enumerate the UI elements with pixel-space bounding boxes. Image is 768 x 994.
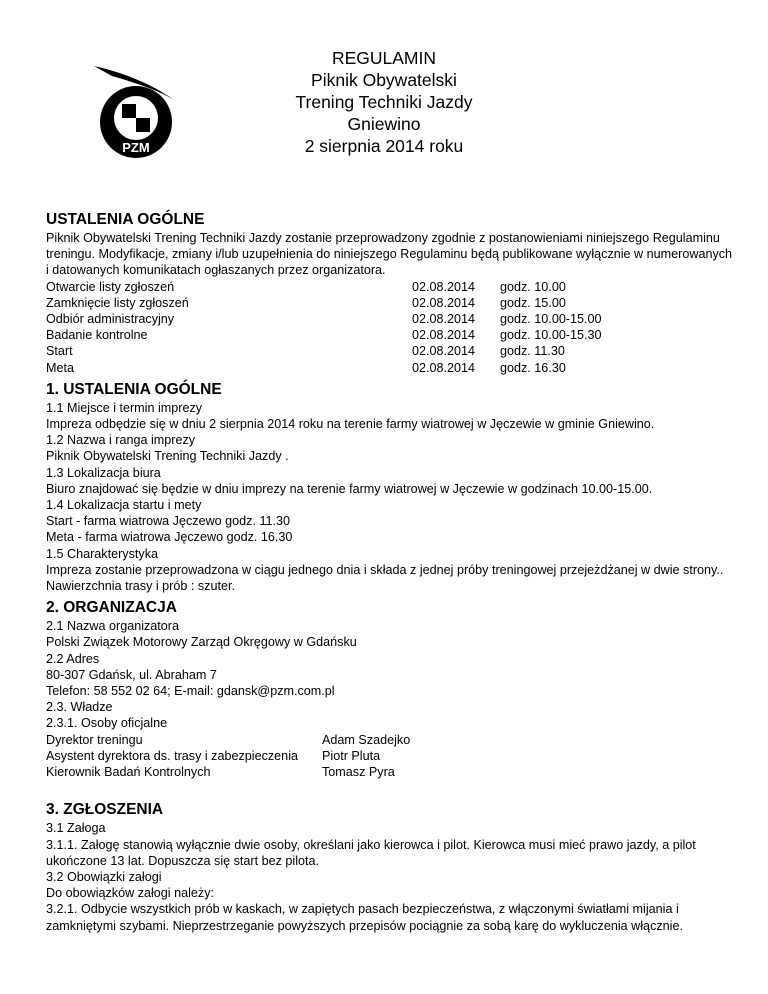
section-2-line: 2.1 Nazwa organizatora [46, 619, 180, 634]
official-name: Piotr Pluta [322, 748, 381, 763]
section-2-line: Polski Związek Motorowy Zarząd Okręgowy w Gdańsku [46, 635, 357, 650]
logo-text: PZM [122, 140, 150, 155]
schedule-label: Badanie kontrolne [46, 328, 148, 343]
section-2-line: 2.3.1. Osoby oficjalne [46, 716, 168, 731]
schedule-table [46, 279, 736, 376]
schedule-time: godz. 15.00 [500, 295, 566, 310]
schedule-label: Zamknięcie listy zgłoszeń [46, 295, 189, 310]
section-1-line: Piknik Obywatelski Trening Techniki Jazdy . [46, 449, 289, 464]
section-2-line: 2.2 Adres [46, 651, 100, 666]
schedule-label: Odbiór administracyjny [46, 312, 175, 327]
section-1-line: Meta - farma wiatrowa Jęczewo godz. 16.30 [46, 530, 293, 545]
section-1-line: Biuro znajdować się będzie w dniu imprezy na terenie farmy wiatrowej w Jęczewie w godzinach 10.00-15.00. [46, 481, 653, 496]
schedule-row [46, 311, 736, 327]
schedule-time: godz. 10.00 [500, 279, 566, 294]
schedule-date: 02.08.2014 [412, 344, 476, 359]
official-role: Asystent dyrektora ds. trasy i zabezpieczenia [46, 748, 298, 763]
section-1-line: 1.5 Charakterystyka [46, 546, 158, 561]
section-1-line: Start - farma wiatrowa Jęczewo godz. 11.30 [46, 514, 291, 529]
schedule-row [46, 343, 736, 359]
title-line-5: 2 sierpnia 2014 roku [304, 136, 464, 156]
section-1-line: Impreza odbędzie się w dniu 2 sierpnia 2014 roku na terenie farmy wiatrowej w Jęczewie w gminie Gniewino. [46, 417, 655, 432]
general-intro: Piknik Obywatelski Trening Techniki Jazdy zostanie przeprowadzony zgodnie z postanowieniami niniejszego Regulaminu treningu. Modyfikacje, zmiany i/lub uzupełnienia do niniejszego Regulaminu będą publikowane wyłącznie w numerowanych i datowanych komunikatach ogłaszanych przez organizatora. [46, 231, 733, 278]
section-1-heading: 1. USTALENIA OGÓLNE [46, 380, 222, 398]
section-3-paragraph: 3.1.1. Załogę stanowią wyłącznie dwie osoby, określani jako kierowca i pilot. Kierowca musi mieć prawo jazdy, a pilot ukończone 13 lat. Dopuszcza się start bez pilota. [46, 837, 696, 868]
document-title [0, 47, 768, 157]
schedule-date: 02.08.2014 [412, 279, 476, 294]
title-line-1: REGULAMIN [331, 48, 437, 68]
section-3-heading: 3. ZGŁOSZENIA [46, 801, 164, 819]
section-3-line: 3.2 Obowiązki załogi [46, 869, 162, 884]
section-1-line: 1.1 Miejsce i termin imprezy [46, 400, 203, 415]
schedule-label: Otwarcie listy zgłoszeń [46, 279, 175, 294]
schedule-time: godz. 16.30 [500, 360, 566, 375]
section-2-line: 80-307 Gdańsk, ul. Abraham 7 [46, 667, 217, 682]
official-role: Kierownik Badań Kontrolnych [46, 765, 211, 780]
official-role: Dyrektor treningu [46, 732, 143, 747]
section-2-heading: 2. ORGANIZACJA [46, 599, 177, 617]
section-1-line: 1.4 Lokalizacja startu i mety [46, 498, 202, 513]
section-3-paragraph: 3.2.1. Odbycie wszystkich prób w kaskach, w zapiętych pasach bezpieczeństwa, z włączonymi światłami mijania i zamkniętymi szybami. Nieprzestrzeganie powyższych przepisów pociągnie za sobą karę do wykluczenia włącznie. [46, 902, 683, 933]
official-row [46, 764, 736, 780]
official-row [46, 748, 736, 764]
schedule-date: 02.08.2014 [412, 295, 476, 310]
official-row [46, 732, 736, 748]
section-1-line: 1.3 Lokalizacja biura [46, 465, 161, 480]
schedule-label: Meta [46, 360, 74, 375]
schedule-label: Start [46, 344, 73, 359]
title-line-3: Trening Techniki Jazdy [295, 92, 473, 112]
section-1-line: 1.2 Nazwa i ranga imprezy [46, 433, 196, 448]
schedule-time: godz. 11.30 [500, 344, 565, 359]
section-3-line: 3.1 Załoga [46, 821, 106, 836]
schedule-time: godz. 10.00-15.30 [500, 328, 602, 343]
section-2-line: 2.3. Władze [46, 700, 113, 715]
schedule-date: 02.08.2014 [412, 312, 476, 327]
schedule-date: 02.08.2014 [412, 328, 476, 343]
general-heading: USTALENIA OGÓLNE [46, 211, 205, 228]
section-1-characteristics: Impreza zostanie przeprowadzona w ciągu jednego dnia i składa z jednej próby treningowej przejeżdżanej w dwie strony.. [46, 562, 724, 577]
schedule-row [46, 279, 736, 295]
schedule-row [46, 360, 736, 376]
schedule-row [46, 327, 736, 343]
section-2-line: Telefon: 58 552 02 64; E-mail: gdansk@pzm.com.pl [46, 684, 335, 699]
schedule-date: 02.08.2014 [412, 360, 476, 375]
title-line-2: Piknik Obywatelski [311, 70, 457, 90]
schedule-time: godz. 10.00-15.00 [500, 312, 602, 327]
official-name: Adam Szadejko [322, 732, 411, 747]
section-3-line: Do obowiązków załogi należy: [46, 886, 215, 901]
schedule-row [46, 295, 736, 311]
officials-table [46, 732, 736, 781]
section-1-surface: Nawierzchnia trasy i prób : szuter. [46, 579, 235, 594]
official-name: Tomasz Pyra [322, 765, 395, 780]
document-body [46, 210, 736, 934]
title-line-4: Gniewino [347, 114, 421, 134]
